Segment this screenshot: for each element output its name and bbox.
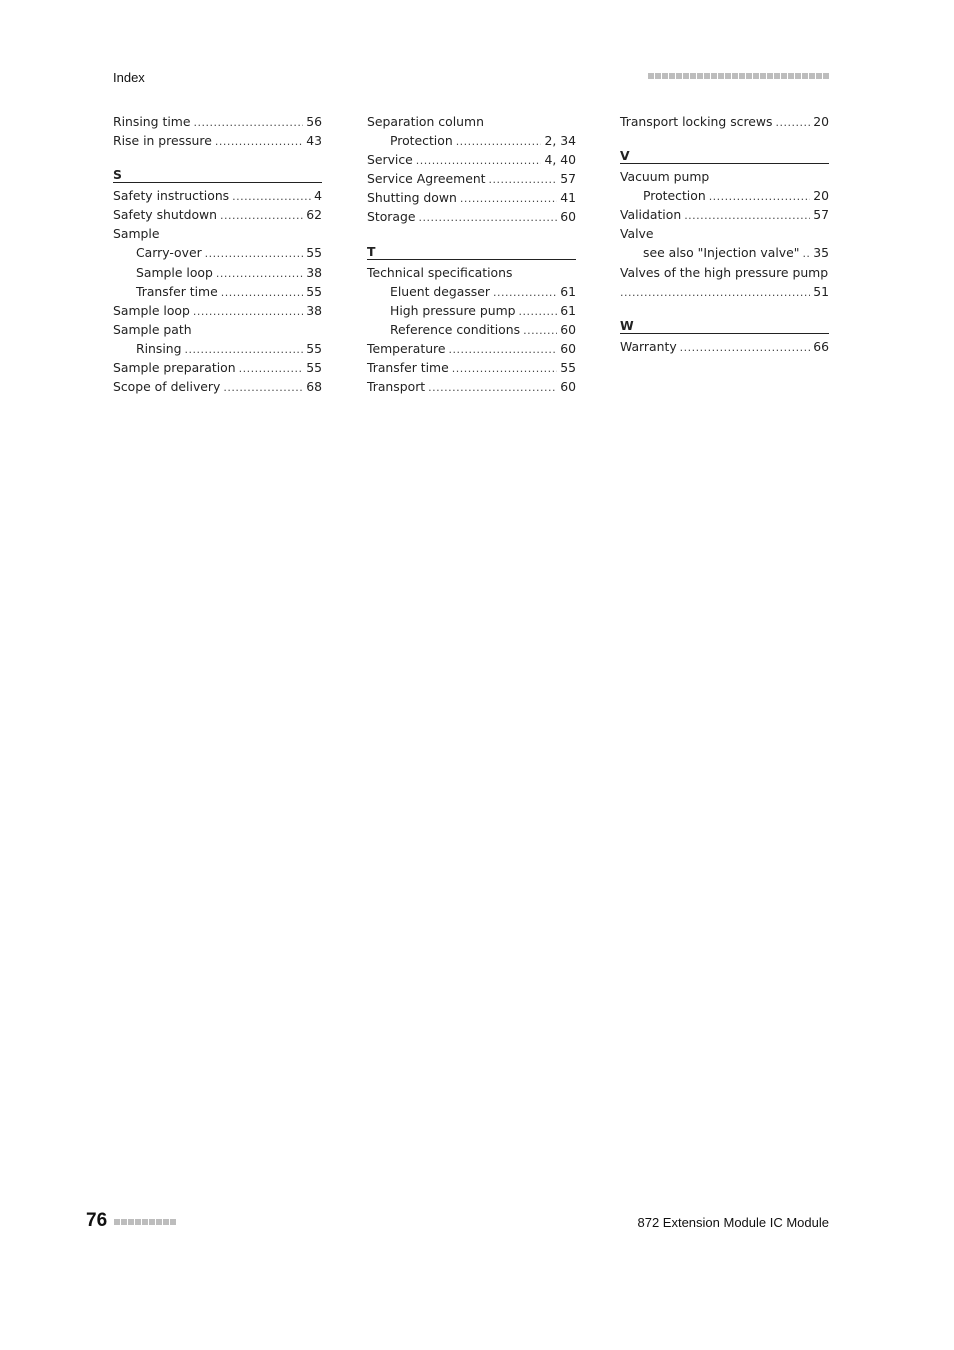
page-reference: 4, 40 <box>544 152 576 168</box>
page-reference: 55 <box>306 340 322 356</box>
index-section-letter: V <box>620 148 829 164</box>
footer-document-title: 872 Extension Module IC Module <box>637 1215 829 1230</box>
index-term: Rinsing time <box>113 114 191 129</box>
page-reference: 55 <box>306 360 322 376</box>
dot-leader <box>452 359 557 378</box>
index-subentry <box>367 131 576 150</box>
running-header-title: Index <box>113 70 145 85</box>
index-term: Sample path <box>113 321 192 337</box>
index-entry <box>367 377 576 396</box>
index-entry <box>367 169 576 188</box>
page-reference: 60 <box>560 340 576 356</box>
dot-leader <box>489 170 558 189</box>
index-entry <box>113 320 322 339</box>
page-reference: 56 <box>306 114 322 129</box>
index-entry <box>367 358 576 377</box>
index-entry <box>113 131 322 150</box>
page-reference: 57 <box>813 207 829 223</box>
index-entry <box>367 112 576 131</box>
index-term: Safety shutdown <box>113 207 218 223</box>
index-term: see also "Injection valve" <box>643 245 800 261</box>
page-reference: 20 <box>813 114 829 129</box>
index-term: Transfer time <box>136 283 218 299</box>
page-reference: 55 <box>306 283 322 299</box>
dot-leader <box>416 151 542 170</box>
page-reference: 2, 34 <box>544 133 576 149</box>
index-term: Valve <box>620 226 654 242</box>
index-term: Scope of delivery <box>113 379 221 395</box>
page-reference: 4 <box>314 188 322 204</box>
index-entry <box>113 358 322 377</box>
dot-leader <box>215 132 303 151</box>
index-term: Separation column <box>367 114 484 129</box>
dot-leader <box>418 208 557 227</box>
section-gap <box>620 131 829 148</box>
page-reference: 61 <box>560 283 576 299</box>
index-term: Transfer time <box>367 360 449 376</box>
index-entry <box>620 167 829 186</box>
page-reference: 66 <box>813 338 829 354</box>
index-term: Protection <box>643 188 706 204</box>
section-gap <box>367 227 576 244</box>
page-reference: 55 <box>306 245 322 261</box>
page-reference: 38 <box>306 302 322 318</box>
dot-leader <box>523 321 557 340</box>
index-entry <box>367 188 576 207</box>
index-term: Validation <box>620 207 682 223</box>
dot-leader <box>220 206 303 225</box>
index-term: Technical specifications <box>367 264 513 280</box>
index-term: Eluent degasser <box>390 283 490 299</box>
index-term: Warranty <box>620 338 677 354</box>
dot-leader <box>223 378 303 397</box>
index-subentry <box>620 186 829 205</box>
index-column-2 <box>367 112 576 396</box>
page-reference: 43 <box>306 133 322 149</box>
footer-decoration-squares <box>114 1219 176 1225</box>
index-term: High pressure pump <box>390 302 516 318</box>
index-entry <box>113 112 322 131</box>
index-term: Reference conditions <box>390 321 521 337</box>
page-reference: 55 <box>560 360 576 376</box>
index-term: Valves of the high pressure pump <box>620 264 829 280</box>
index-subentry <box>367 282 576 301</box>
page-number: 76 <box>86 1210 108 1231</box>
index-section-letter: W <box>620 318 829 334</box>
page-reference: 57 <box>560 171 576 187</box>
index-entry <box>113 186 322 205</box>
index-term: Transport <box>367 379 426 395</box>
page-reference: 61 <box>560 302 576 318</box>
index-section-letter: T <box>367 244 576 260</box>
dot-leader <box>519 302 558 321</box>
dot-leader <box>460 189 557 208</box>
index-subentry <box>113 243 322 262</box>
page-reference: 60 <box>560 379 576 395</box>
dot-leader <box>684 206 810 225</box>
index-term: Safety instructions <box>113 188 230 204</box>
index-entry <box>113 224 322 243</box>
index-subentry <box>620 243 829 262</box>
index-term: Sample loop <box>136 264 213 280</box>
index-entry <box>113 377 322 396</box>
index-term: Protection <box>390 133 453 149</box>
dot-leader <box>428 378 557 397</box>
index-entry <box>367 339 576 358</box>
page-reference: 35 <box>813 245 829 261</box>
index-entry <box>113 205 322 224</box>
index-term: Temperature <box>367 340 446 356</box>
index-entry <box>367 150 576 169</box>
index-subentry <box>113 282 322 301</box>
page-reference: 51 <box>813 283 829 299</box>
index-term: Shutting down <box>367 190 457 206</box>
header-decoration-squares <box>648 73 829 79</box>
index-term: Rise in pressure <box>113 133 212 149</box>
page-reference: 62 <box>306 207 322 223</box>
index-section-letter: S <box>113 167 322 183</box>
dot-leader <box>493 283 557 302</box>
dot-leader <box>239 359 304 378</box>
index-column-1 <box>113 112 322 396</box>
page-reference: 20 <box>813 188 829 204</box>
index-entry <box>620 337 829 356</box>
index-term: Carry-over <box>136 245 202 261</box>
index-term: Transport locking screws <box>620 114 773 129</box>
index-term: Service <box>367 152 413 168</box>
dot-leader <box>802 244 810 263</box>
index-term: Sample loop <box>113 302 190 318</box>
index-entry <box>367 263 576 282</box>
dot-leader <box>776 113 811 132</box>
dot-leader <box>232 187 311 206</box>
index-entry <box>113 301 322 320</box>
index-column-3 <box>620 112 829 356</box>
section-gap <box>620 301 829 318</box>
dot-leader <box>216 264 303 283</box>
dot-leader <box>193 302 303 321</box>
index-entry <box>620 263 829 282</box>
index-subentry <box>367 301 576 320</box>
dot-leader <box>680 338 811 357</box>
dot-leader <box>193 113 303 132</box>
dot-leader <box>456 132 542 151</box>
dot-leader <box>449 340 558 359</box>
page-reference: 41 <box>560 190 576 206</box>
index-entry <box>620 205 829 224</box>
index-subentry <box>113 263 322 282</box>
section-gap <box>113 150 322 167</box>
index-term: Rinsing <box>136 340 182 356</box>
index-subentry <box>367 320 576 339</box>
index-entry <box>620 282 829 301</box>
page-reference: 38 <box>306 264 322 280</box>
dot-leader <box>620 283 810 302</box>
page-reference: 60 <box>560 209 576 225</box>
index-entry <box>620 112 829 131</box>
index-term: Storage <box>367 209 416 225</box>
page-reference: 60 <box>560 321 576 337</box>
index-entry <box>367 207 576 226</box>
index-term: Sample <box>113 226 160 242</box>
index-term: Vacuum pump <box>620 169 710 185</box>
page-reference: 68 <box>306 379 322 395</box>
index-entry <box>620 224 829 243</box>
dot-leader <box>709 187 811 206</box>
index-term: Service Agreement <box>367 171 486 187</box>
index-term: Sample preparation <box>113 360 236 376</box>
dot-leader <box>185 340 304 359</box>
dot-leader <box>221 283 303 302</box>
index-subentry <box>113 339 322 358</box>
dot-leader <box>205 244 304 263</box>
